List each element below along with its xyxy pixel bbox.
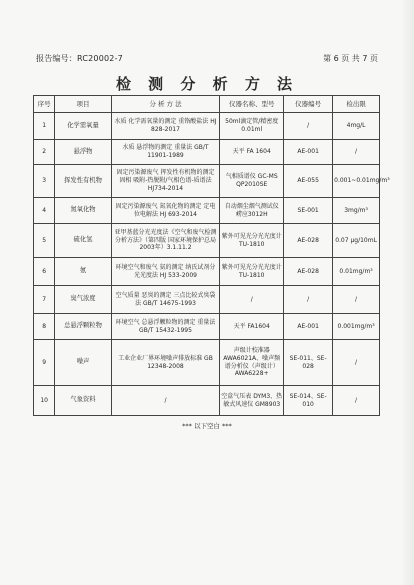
cell-method: 固定污染源废气 挥发性有机物的测定 固相 吸附-热脱附/气相色谱-质谱法 HJ734-2014	[111, 165, 220, 198]
report-number: 报告编号：RC20002-7	[36, 54, 123, 63]
cell-item: 总悬浮颗粒物	[55, 314, 111, 340]
cell-method: 亚甲基蓝分光光度法《空气和废气检测分析方法》（第四版 国家环境保护总局 2003年）3.1.11.2	[111, 224, 220, 258]
col-header-instrument-id: 仪器编号	[284, 96, 333, 113]
table-row	[34, 314, 380, 340]
cell-method: 工业企业厂界环境噪声排放标准 GB 12348-2008	[111, 340, 220, 386]
table-row	[34, 286, 380, 314]
cell-instrument: 紫外可见光分光光度计 TU-1810	[220, 258, 284, 286]
cell-limit: 0.001mg/m³	[333, 314, 380, 340]
cell-method: 环境空气 总悬浮颗粒物的测定 重量法 GB/T 15432-1995	[111, 314, 220, 340]
cell-instrument-id: AE-001	[284, 314, 333, 340]
table-row	[34, 340, 380, 386]
table-row	[34, 165, 380, 198]
cell-limit: 0.001~0.01mg/m³	[333, 165, 380, 198]
cell-instrument-id: AE-001	[284, 140, 333, 165]
table-row	[34, 113, 380, 140]
cell-no: 4	[34, 198, 55, 224]
table-header-row	[34, 96, 380, 113]
page-indicator: 第 6 页 共 7 页	[323, 54, 378, 63]
table-row	[34, 224, 380, 258]
cell-instrument-id: SE-014、SE-010	[284, 386, 333, 416]
cell-no: 8	[34, 314, 55, 340]
cell-instrument-id: SE-011、SE-028	[284, 340, 333, 386]
col-header-instrument: 仪器名称、型号	[220, 96, 284, 113]
cell-instrument: 紫外可见光分光光度计 TU-1810	[220, 224, 284, 258]
cell-limit: 3mg/m³	[333, 198, 380, 224]
page-title: 检 测 分 析 方 法	[115, 75, 299, 93]
cell-instrument: 空盒气压表 DYM3、热敏式风速仪 GM8903	[220, 386, 284, 416]
cell-item: 氮氧化物	[55, 198, 111, 224]
cell-method: 水质 悬浮物的测定 重量法 GB/T 11901-1989	[111, 140, 220, 165]
col-header-limit: 检出限	[333, 96, 380, 113]
cell-method: 空气质量 恶臭的测定 三点比较式臭袋法 GB/T 14675-1993	[111, 286, 220, 314]
end-of-table-note: *** 以下空白 ***	[182, 422, 232, 430]
cell-method: 水质 化学需氧量的测定 重铬酸盐法 HJ 828-2017	[111, 113, 220, 140]
cell-method: 固定污染源废气 氮氧化物的测定 定电位电解法 HJ 693-2014	[111, 198, 220, 224]
cell-instrument: 自动烟尘烟气测试仪 崂应3012H	[220, 198, 284, 224]
table-row	[34, 140, 380, 165]
cell-instrument-id: /	[284, 286, 333, 314]
cell-instrument-id: AE-055	[284, 165, 333, 198]
cell-item: 臭气浓度	[55, 286, 111, 314]
cell-no: 5	[34, 224, 55, 258]
cell-instrument: 天平 FA 1604	[220, 140, 284, 165]
cell-limit: 0.01mg/m³	[333, 258, 380, 286]
cell-no: 9	[34, 340, 55, 386]
cell-instrument: 气相质谱仪 GC-MS QP2010SE	[220, 165, 284, 198]
cell-item: 硫化氢	[55, 224, 111, 258]
cell-item: 氨	[55, 258, 111, 286]
cell-limit: /	[333, 386, 380, 416]
cell-no: 10	[34, 386, 55, 416]
cell-no: 7	[34, 286, 55, 314]
cell-item: 悬浮物	[55, 140, 111, 165]
cell-no: 3	[34, 165, 55, 198]
table-row	[34, 198, 380, 224]
cell-instrument-id: /	[284, 113, 333, 140]
cell-item: 化学需氧量	[55, 113, 111, 140]
table-row	[34, 258, 380, 286]
cell-method: 环境空气和废气 氨的测定 纳氏试剂分光光度法 HJ 533-2009	[111, 258, 220, 286]
table-row	[34, 386, 380, 416]
cell-no: 2	[34, 140, 55, 165]
cell-limit: 0.07 μg/10mL	[333, 224, 380, 258]
cell-instrument-id: AE-028	[284, 224, 333, 258]
methods-table	[33, 95, 390, 416]
col-header-no: 序号	[34, 96, 55, 113]
cell-instrument: /	[220, 286, 284, 314]
cell-limit: 4mg/L	[333, 113, 380, 140]
cell-instrument: 声级计校准器 AWA6021A、噪声频谱分析仪（声级计）AWA6228+	[220, 340, 284, 386]
cell-item: 挥发性有机物	[55, 165, 111, 198]
cell-method: /	[111, 386, 220, 416]
cell-instrument-id: SE-001	[284, 198, 333, 224]
cell-no: 1	[34, 113, 55, 140]
cell-item: 气象资料	[55, 386, 111, 416]
cell-instrument: 50ml滴定管/精密度 0.01ml	[220, 113, 284, 140]
col-header-item: 项目	[55, 96, 111, 113]
page-shadow	[400, 0, 414, 585]
cell-instrument: 天平 FA1604	[220, 314, 284, 340]
cell-instrument-id: AE-028	[284, 258, 333, 286]
col-header-method: 分 析 方 法	[111, 96, 220, 113]
cell-limit: /	[333, 340, 380, 386]
cell-limit: /	[333, 286, 380, 314]
cell-item: 噪声	[55, 340, 111, 386]
cell-no: 6	[34, 258, 55, 286]
cell-limit: /	[333, 140, 380, 165]
